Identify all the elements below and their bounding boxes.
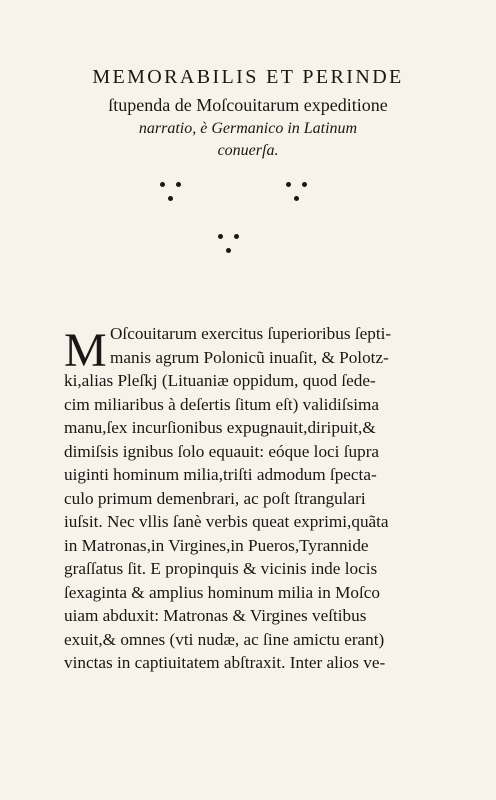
subtitle: ſtupenda de Moſcouitarum expeditione <box>108 95 388 115</box>
text-line: graſſatus ſit. E propinquis & vicinis inde locis <box>64 559 378 578</box>
text-line: culo primum demenbrari, ac poſt ſtrangulari <box>64 488 366 508</box>
text-line: iuſsit. Nec vllis ſanè verbis queat exprimi,quãta <box>64 512 389 531</box>
italic-line-2: conuerſa. <box>217 142 279 159</box>
text-line: uiginti hominum milia,triſti admodum ſpecta- <box>64 465 377 484</box>
text-line: vinctas in captiuitatem abſtraxit. Inter alios ve- <box>64 653 386 672</box>
text-line: ki,alias Pleſkj (Lituaniæ oppidum, quod ſede- <box>64 371 376 390</box>
text-line: uiam abduxit: Matronas & Virgines veſtibus <box>64 606 367 625</box>
text-line: dimiſsis ignibus ſolo equauit: eóque loci ſupra <box>64 441 380 461</box>
text-line: exuit,& omnes (vti nudæ, ac ſine amictu erant) <box>64 629 385 649</box>
text-line: cim miliaribus à deſertis ſitum eſt) validiſsima <box>64 394 380 414</box>
drop-cap: M <box>64 324 107 377</box>
text-line: manu,ſex incurſionibus expugnauit,diripuit,& <box>64 418 376 437</box>
text-line: Oſcouitarum exercitus ſuperioribus ſepti- <box>110 324 392 343</box>
body-text <box>64 322 440 675</box>
page-title: MEMORABILIS ET PERINDE <box>92 66 404 88</box>
text-line: ſexaginta & amplius hominum milia in Moſco <box>64 582 381 602</box>
text-line: manis agrum Polonicũ inuaſit, & Polotz- <box>110 347 389 367</box>
italic-line-1: narratio, è Germanico in Latinum <box>138 120 358 137</box>
text-line: in Matronas,in Virgines,in Pueros,Tyrannide <box>64 535 369 555</box>
